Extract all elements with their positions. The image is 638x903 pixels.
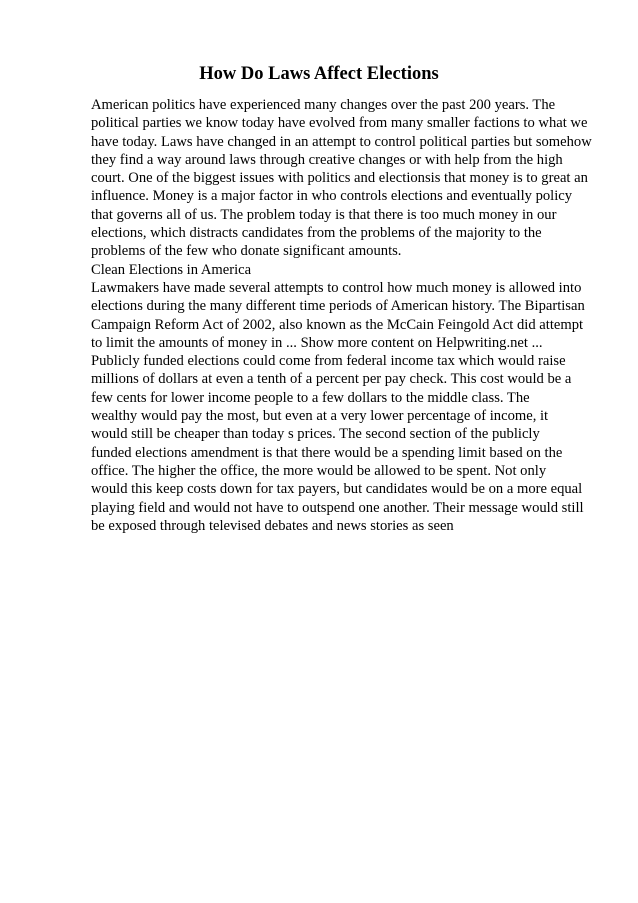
- body-line: be exposed through televised debates and news stories as seen: [91, 517, 454, 534]
- body-line: would this keep costs down for tax payers, but candidates would be on a more equal: [91, 481, 583, 498]
- body-line: court. One of the biggest issues with politics and electionsis that money is to great an: [91, 170, 588, 187]
- body-line: problems of the few who donate significant amounts.: [91, 243, 402, 260]
- body-line: would still be cheaper than today s prices. The second section of the publicly: [91, 426, 540, 443]
- body-line: few cents for lower income people to a few dollars to the middle class. The: [91, 389, 530, 406]
- body-line: millions of dollars at even a tenth of a percent per pay check. This cost would be a: [91, 371, 572, 388]
- body-line: wealthy would pay the most, but even at a very lower percentage of income, it: [91, 408, 549, 425]
- body-line: they find a way around laws through creative changes or with help from the high: [91, 151, 563, 168]
- body-line: office. The higher the office, the more would be allowed to be spent. Not only: [91, 462, 547, 479]
- document-body: [91, 96, 591, 535]
- body-line: have today. Laws have changed in an attempt to control political parties but somehow: [91, 133, 592, 150]
- body-line: elections, which distracts candidates from the problems of the majority to the: [91, 225, 542, 242]
- body-line: Lawmakers have made several attempts to control how much money is allowed into: [91, 279, 582, 296]
- body-line: Campaign Reform Act of 2002, also known as the McCain Feingold Act did attempt: [91, 316, 584, 333]
- document-title: How Do Laws Affect Elections: [199, 64, 439, 84]
- body-line: elections during the many different time periods of American history. The Bipartisan: [91, 298, 585, 315]
- section-heading: Clean Elections in America: [91, 261, 252, 278]
- body-line: political parties we know today have evolved from many smaller factions to what we: [91, 115, 588, 132]
- body-line: Publicly funded elections could come from federal income tax which would raise: [91, 353, 566, 370]
- body-line: funded elections amendment is that there would be a spending limit based on the: [91, 444, 563, 461]
- body-line: American politics have experienced many changes over the past 200 years. The: [91, 97, 556, 113]
- body-line: influence. Money is a major factor in who controls elections and eventually policy: [91, 188, 573, 205]
- body-line: playing field and would not have to outspend one another. Their message would still: [91, 499, 584, 516]
- body-line: to limit the amounts of money in ... Show more content on Helpwriting.net ...: [91, 334, 543, 351]
- body-line: that governs all of us. The problem today is that there is too much money in our: [91, 206, 557, 223]
